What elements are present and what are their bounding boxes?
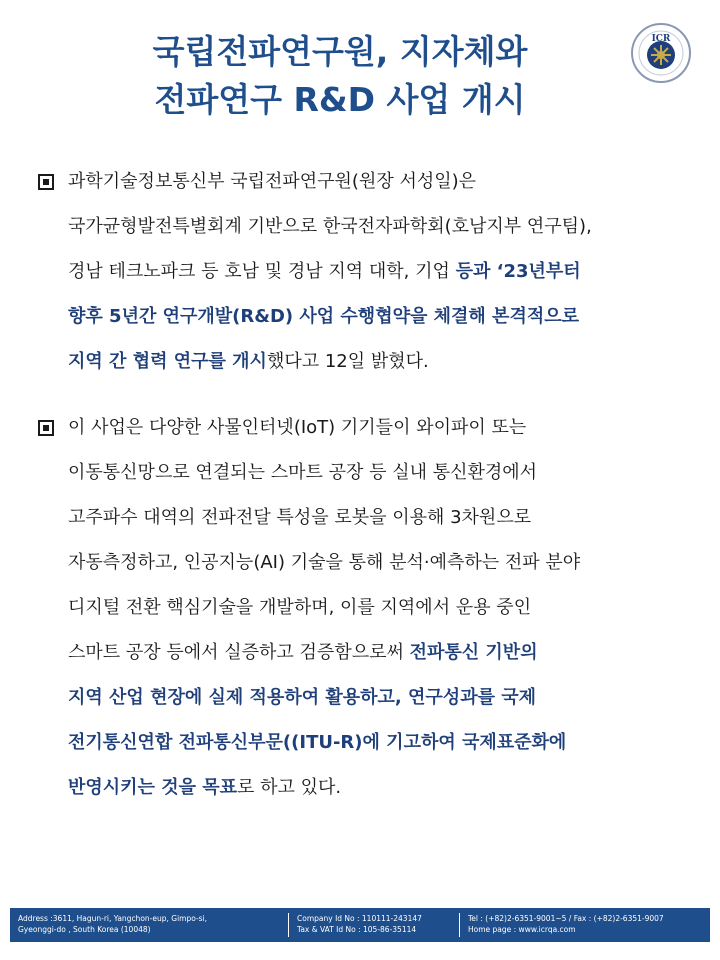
text-line bbox=[38, 770, 698, 815]
text-line bbox=[38, 299, 698, 344]
text-line bbox=[38, 500, 698, 545]
footer-company bbox=[289, 908, 459, 942]
highlighted-text: 반영시키는 것을 목표 bbox=[68, 777, 238, 798]
body-text: 로 하고 있다. bbox=[237, 777, 342, 798]
footer-address-line-2: Gyeonggi-do , South Korea (10048) bbox=[18, 925, 151, 934]
footer-address bbox=[10, 908, 288, 942]
icr-logo-icon bbox=[630, 22, 692, 84]
text-line bbox=[38, 590, 698, 635]
footer-company-id: Company Id No : 110111-243147 bbox=[297, 914, 422, 923]
text-line bbox=[38, 164, 698, 209]
highlighted-text: 등과 ‘23년부터 bbox=[455, 261, 581, 282]
highlighted-text: 향후 5년간 연구개발(R&D) 사업 수행협약을 체결해 본격적으로 bbox=[68, 306, 579, 327]
paragraph-1 bbox=[38, 164, 698, 389]
footer-tax-id: Tax & VAT Id No : 105-86-35114 bbox=[297, 925, 417, 934]
text-line bbox=[38, 344, 698, 389]
text-line bbox=[38, 545, 698, 590]
text-line bbox=[38, 410, 698, 455]
footer-contact bbox=[460, 908, 710, 942]
body-text: 이 사업은 다양한 사물인터넷(IoT) 기기들이 와이파이 또는 bbox=[68, 417, 527, 438]
highlighted-text: 전파통신 기반의 bbox=[409, 642, 538, 663]
page-title bbox=[40, 28, 640, 124]
title-line-1: 국립전파연구원, 지자체와 bbox=[152, 32, 528, 71]
footer-tel: Tel : (+82)2-6351-9001~5 / Fax : (+82)2-6351-9007 bbox=[468, 914, 664, 923]
highlighted-text: 전기통신연합 전파통신부문((ITU-R)에 기고하여 국제표준화에 bbox=[68, 732, 567, 753]
footer-homepage[interactable]: Home page : www.icrqa.com bbox=[468, 925, 576, 934]
text-line bbox=[38, 680, 698, 725]
body-text: 고주파수 대역의 전파전달 특성을 로봇을 이용해 3차원으로 bbox=[68, 507, 532, 528]
text-line bbox=[38, 209, 698, 254]
body-text: 경남 테크노파크 등 호남 및 경남 지역 대학, 기업 bbox=[68, 261, 456, 282]
highlighted-text: 지역 산업 현장에 실제 적용하여 활용하고, 연구성과를 국제 bbox=[68, 687, 537, 708]
body-text: 스마트 공장 등에서 실증하고 검증함으로써 bbox=[68, 642, 410, 663]
paragraph-2 bbox=[38, 410, 698, 815]
text-line bbox=[38, 254, 698, 299]
body-text: 과학기술정보통신부 국립전파연구원(원장 서성일)은 bbox=[68, 171, 477, 192]
body-text: 디지털 전환 핵심기술을 개발하며, 이를 지역에서 운용 중인 bbox=[68, 597, 532, 618]
text-line bbox=[38, 455, 698, 500]
logo-text: ICR bbox=[651, 34, 671, 44]
body-text: 이동통신망으로 연결되는 스마트 공장 등 실내 통신환경에서 bbox=[68, 462, 538, 483]
text-line bbox=[38, 725, 698, 770]
highlighted-text: 지역 간 협력 연구를 개시 bbox=[68, 351, 267, 372]
title-line-2: 전파연구 R&D 사업 개시 bbox=[154, 80, 526, 119]
footer-address-line-1: Address :3611, Hagun-ri, Yangchon-eup, Gimpo-si, bbox=[18, 914, 208, 923]
footer bbox=[10, 908, 710, 942]
body-text: 자동측정하고, 인공지능(AI) 기술을 통해 분석·예측하는 전파 분야 bbox=[68, 552, 581, 573]
text-line bbox=[38, 635, 698, 680]
body-text: 했다고 12일 밝혔다. bbox=[266, 351, 429, 372]
body-text: 국가균형발전특별회계 기반으로 한국전자파학회(호남지부 연구팀), bbox=[68, 216, 592, 237]
